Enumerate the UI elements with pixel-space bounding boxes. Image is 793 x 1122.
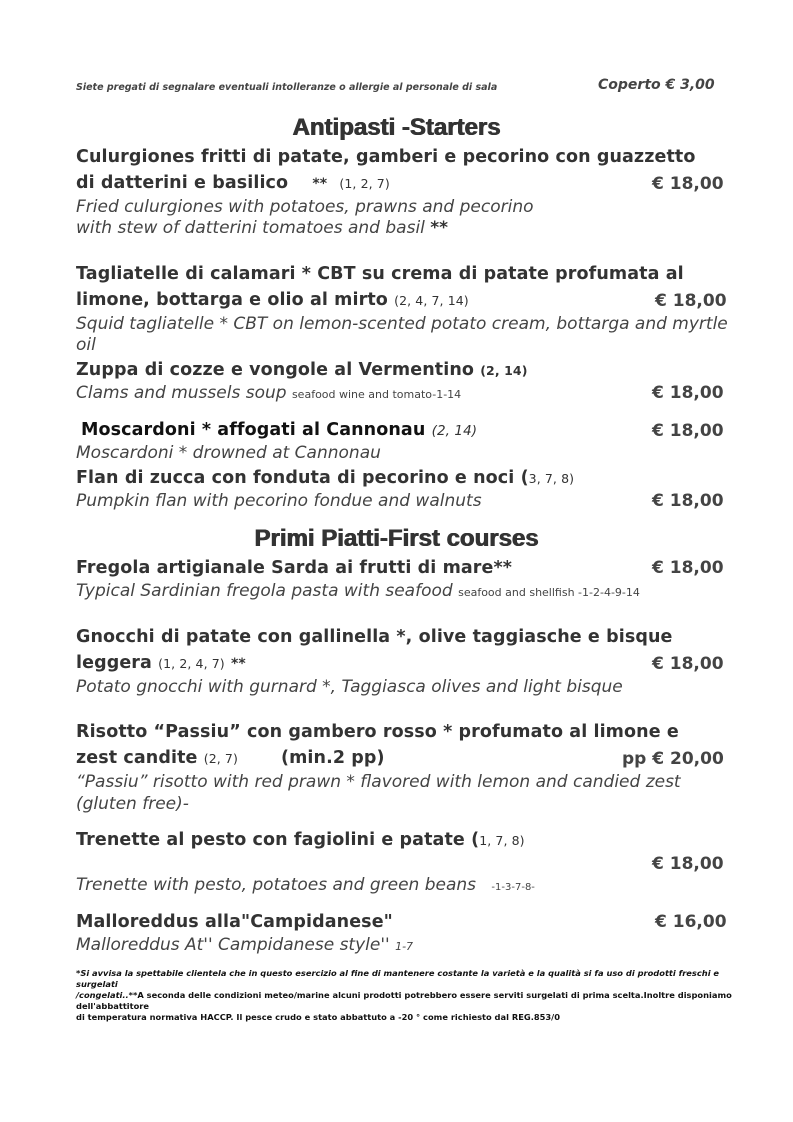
dish-allergens: (2, 14) xyxy=(480,363,528,378)
dish-name: di datterini e basilico xyxy=(76,173,289,193)
footer-line5: di temperatura normativa HACCP. Il pesce crudo e stato abbattuto a -20 ° come richiesto dal REG.853/0 xyxy=(76,1012,560,1022)
dish-gnocchi-line2 xyxy=(76,653,246,673)
dish-marks: ** xyxy=(312,176,328,192)
dish-name: Flan di zucca con fonduta di pecorino e noci xyxy=(76,468,515,488)
footer-line2: surgelati xyxy=(76,979,118,989)
dish-tagliatelle-line2 xyxy=(76,290,469,310)
footer-line4: dell'abbattitore xyxy=(76,1001,150,1011)
dish-allergens: (2, 4, 7, 14) xyxy=(394,293,469,308)
dish-zuppa-en xyxy=(76,383,461,403)
dish-allergens: 3, 7, 8) xyxy=(528,471,575,486)
dish-trenette-line1 xyxy=(76,830,525,850)
en-text: Trenette with pesto, potatoes and green beans xyxy=(76,875,477,895)
dish-malloreddus-line1: Malloreddus alla"Campidanese" xyxy=(76,912,393,932)
dish-allergens: (2, 14) xyxy=(431,423,478,439)
dish-risotto-min: (min.2 pp) xyxy=(281,748,385,768)
footer-marks: /congelati..** xyxy=(76,990,138,1000)
dish-moscardoni-line1 xyxy=(81,420,477,440)
dish-risotto-en-line2: (gluten free)- xyxy=(76,794,189,814)
dish-flan-line1 xyxy=(76,468,574,488)
en-note: seafood and shellfish -1-2-4-9-14 xyxy=(458,586,640,599)
dish-name: limone, bottarga e olio al mirto xyxy=(76,290,388,310)
dish-fregola-price: € 18,00 xyxy=(652,558,724,578)
dish-name: zest candite xyxy=(76,748,198,768)
footer-line3 xyxy=(76,990,732,1000)
dish-culurgiones-price: € 18,00 xyxy=(652,174,724,194)
dish-zuppa-line1 xyxy=(76,360,528,380)
dish-trenette-price: € 18,00 xyxy=(652,854,724,874)
dish-name: Zuppa di cozze e vongole al Vermentino xyxy=(76,360,475,380)
dish-moscardoni-price: € 18,00 xyxy=(652,421,724,441)
footer-text: A seconda delle condizioni meteo/marine alcuni prodotti potrebbero essere serviti surgelati di prima scelta.Inoltre disponiamo xyxy=(137,990,732,1000)
dish-tagliatelle-line1: Tagliatelle di calamari * CBT su crema di patate profumata al xyxy=(76,264,684,284)
dish-fregola-en xyxy=(76,581,640,601)
dish-culurgiones-en-line2 xyxy=(76,218,448,238)
en-text: Malloreddus At'' Campidanese style'' xyxy=(76,935,390,955)
dish-risotto-price: pp € 20,00 xyxy=(622,749,724,769)
dish-allergens: 1, 7, 8) xyxy=(479,833,525,848)
first-courses-title: Primi Piatti-First courses xyxy=(254,525,539,552)
dish-gnocchi-price: € 18,00 xyxy=(652,654,724,674)
dish-zuppa-price: € 18,00 xyxy=(652,383,724,403)
dish-name: Moscardoni * affogati al Cannonau xyxy=(81,420,426,440)
dish-gnocchi-line1: Gnocchi di patate con gallinella *, olive taggiasche e bisque xyxy=(76,627,673,647)
en-text: Clams and mussels soup xyxy=(76,383,287,403)
starters-title: Antipasti -Starters xyxy=(292,114,501,141)
dish-name: Trenette al pesto con fagiolini e patate xyxy=(76,830,465,850)
dish-culurgiones-en-line1: Fried culurgiones with potatoes, prawns and pecorino xyxy=(76,197,534,217)
en-mark: ** xyxy=(430,218,449,238)
en-text: with stew of datterini tomatoes and basil xyxy=(76,218,425,238)
dish-flan-en: Pumpkin flan with pecorino fondue and walnuts xyxy=(76,491,482,511)
dish-allergens: (2, 7) xyxy=(203,751,238,766)
cover-charge: Coperto € 3,00 xyxy=(598,77,715,93)
dish-risotto-en-line1: “Passiu” risotto with red prawn * flavored with lemon and candied zest xyxy=(76,772,681,792)
en-note: seafood wine and tomato-1-14 xyxy=(291,388,462,401)
dish-flan-price: € 18,00 xyxy=(652,491,724,511)
dish-allergens: (1, 2, 7) xyxy=(339,176,390,191)
dish-moscardoni-en: Moscardoni * drowned at Cannonau xyxy=(76,443,381,463)
allergens-paren: ( xyxy=(471,830,480,850)
dish-malloreddus-en xyxy=(76,935,413,955)
dish-risotto-line2 xyxy=(76,748,238,768)
dish-tagliatelle-price: € 18,00 xyxy=(655,291,727,311)
dish-risotto-line1: Risotto “Passiu” con gambero rosso * profumato al limone e xyxy=(76,722,679,742)
dish-fregola-line1: Fregola artigianale Sarda ai frutti di mare** xyxy=(76,558,513,578)
allergy-notice: Siete pregati di segnalare eventuali intolleranze o allergie al personale di sala xyxy=(76,82,498,93)
dish-gnocchi-en: Potato gnocchi with gurnard *, Taggiasca olives and light bisque xyxy=(76,677,623,697)
dish-culurgiones-line2 xyxy=(76,173,390,193)
dish-marks: ** xyxy=(230,656,246,672)
dish-allergens: (1, 2, 4, 7) xyxy=(158,656,225,671)
dish-tagliatelle-en-line2: oil xyxy=(76,335,96,355)
dish-trenette-en xyxy=(76,875,535,895)
en-note: -1-3-7-8- xyxy=(491,882,535,893)
allergens-paren: ( xyxy=(520,468,529,488)
dish-malloreddus-price: € 16,00 xyxy=(655,912,727,932)
en-text: Typical Sardinian fregola pasta with seafood xyxy=(76,581,453,601)
en-note: 1-7 xyxy=(395,940,414,953)
footer-line1: *Si avvisa la spettabile clientela che in questo esercizio al fine di mantenere costante la varietà e la qualità si fa uso di prodotti freschi e xyxy=(76,968,720,978)
dish-tagliatelle-en-line1: Squid tagliatelle * CBT on lemon-scented potato cream, bottarga and myrtle xyxy=(76,314,728,334)
dish-culurgiones-line1: Culurgiones fritti di patate, gamberi e pecorino con guazzetto xyxy=(76,147,696,167)
dish-name: leggera xyxy=(76,653,152,673)
